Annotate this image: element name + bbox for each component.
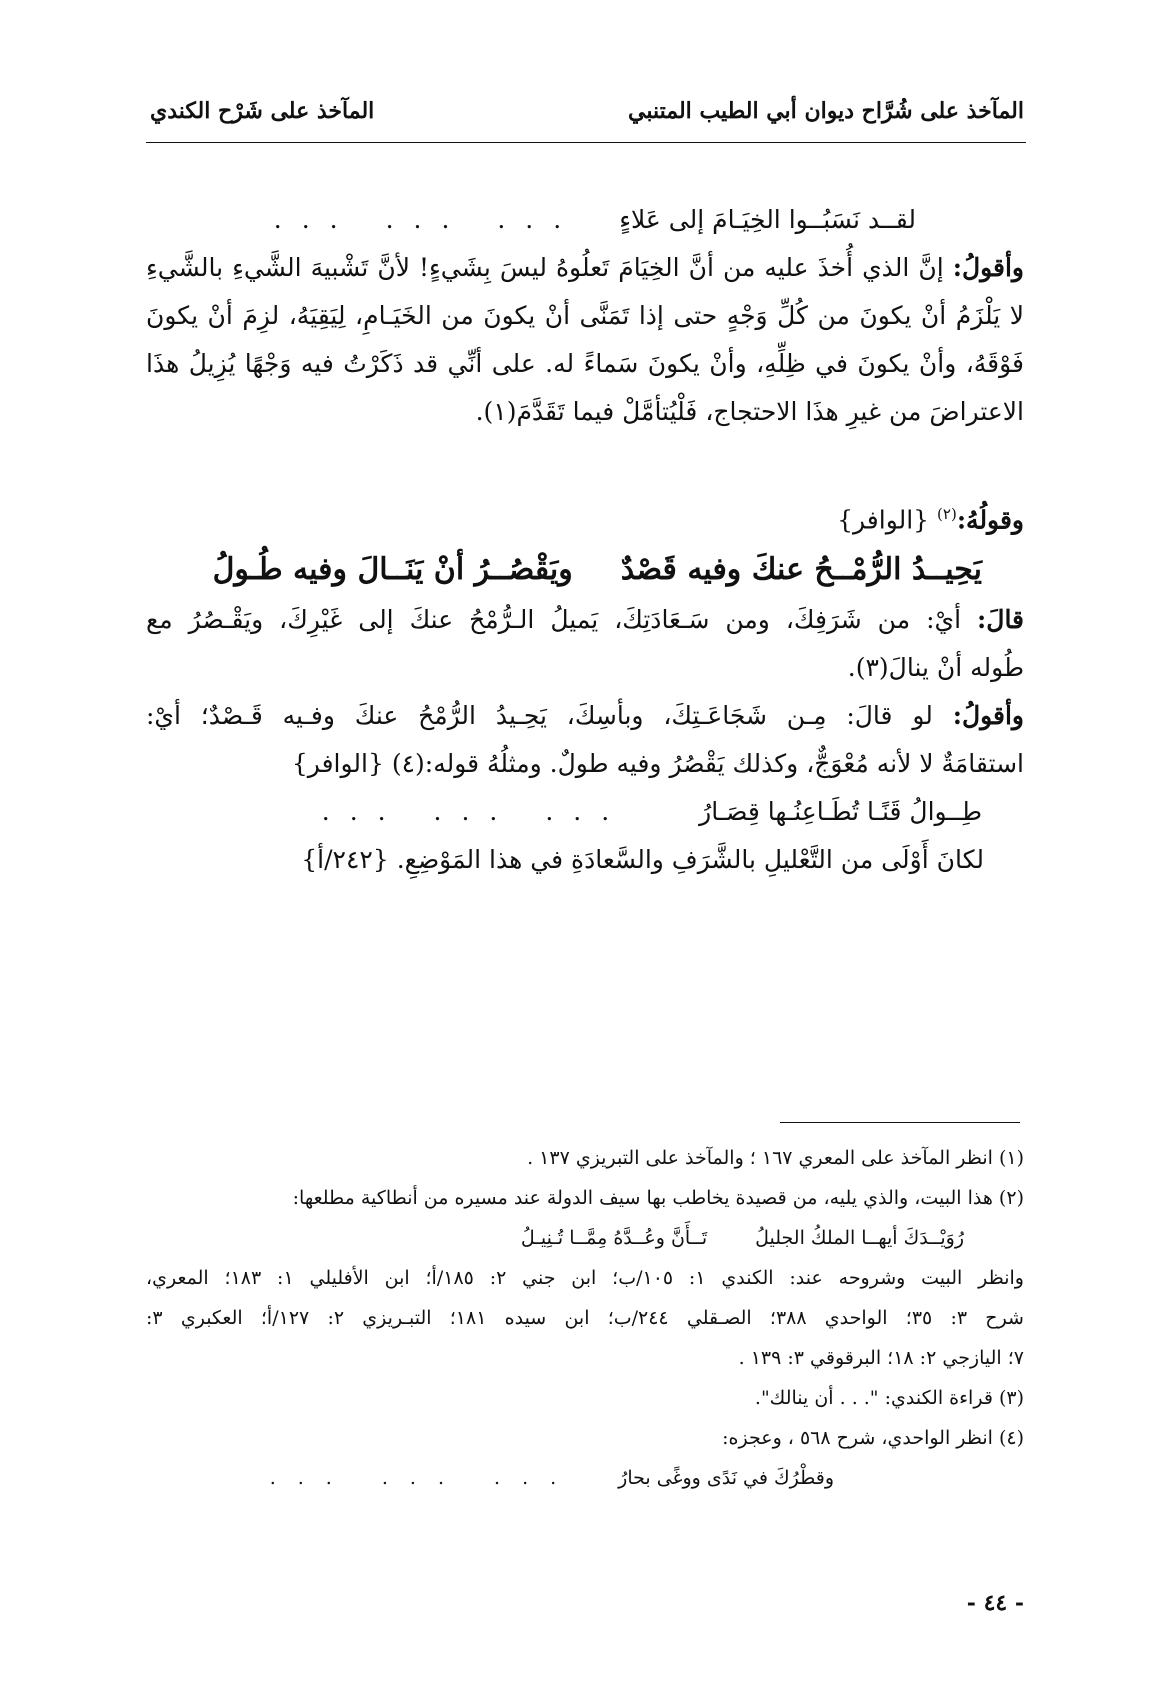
footnote-ref-2: (٢) <box>937 505 957 523</box>
footnote-2-line-1: وانظر البيت وشروحه عند: الكندي ١: ١٠٥/ب؛ ابن جني ٢: ١٨٥/أ؛ ابن الأفليلي ١: ١٨٣؛ المعري، <box>146 1267 1024 1289</box>
footnote-1: (١) انظر المآخذ على المعري ١٦٧ ؛ والمآخذ على التبريزي ١٣٧ . <box>527 1147 1024 1169</box>
footnote-4-verse-ellipsis: ... ... ... <box>269 1467 579 1489</box>
footnote-4-verse <box>146 1458 1024 1498</box>
page-number: - ٤٤ - <box>966 1590 1024 1616</box>
paragraph-3-keyword: وأقولُ: <box>952 701 1024 731</box>
verse-2 <box>146 544 1024 596</box>
paragraph-3-line-1-text: لو قالَ: مِـن شَجَاعَـتِكَ، وبأسِكَ، يَحِـيدُ الرُّمْحُ عنكَ وفـيه قَـصْدٌ؛ أيْ: <box>146 701 933 731</box>
footnote-3: (٣) قراءة الكندي: ". . . أن ينالك". <box>754 1387 1024 1409</box>
verse-3-hemistich: طِــوالُ قَنًـا تُطَـاعِنُـها قِصَـارُ <box>699 797 982 827</box>
paragraph-3 <box>146 692 1024 788</box>
verse-1-hemistich: لقــد نَسَبُــوا الخِيَـامَ إلى عَلاءٍ <box>619 205 916 234</box>
paragraph-2-line-1-text: أيْ: من شَرَفِكَ، ومن سَـعَادَتِكَ، يَميلُ الـرُّمْحُ عنكَ إلى غَيْرِكَ، ويَقْـصُرُ مع <box>146 605 962 635</box>
paragraph-1-line-4: الاعتراضَ من غيرِ هذَا الاحتجاج، فَلْيُتأمَّلْ فيما تَقَدَّمَ(١). <box>475 397 1024 426</box>
paragraph-4: لكانَ أَوْلَى من التَّعْليلِ بالشَّرَفِ والسَّعادَةِ في هذا المَوْضِعِ. {٢٤٢/أ} <box>301 845 984 875</box>
running-head-book-title: المآخذ على شُرَّاح ديوان أبي الطيب المتنبي <box>628 98 1024 124</box>
paragraph-1-keyword: وأقولُ: <box>952 253 1024 282</box>
verse-2-intro-keyword: وقولُهُ: <box>956 505 1024 535</box>
paragraph-2-line-1 <box>146 596 1024 644</box>
verse-3-ellipsis: ... ... ... <box>321 797 630 827</box>
verse-2-second-hemistich: ويَقْصُــرُ أنْ يَنَــالَ وفيه طُـولُ <box>212 552 573 588</box>
paragraph-1 <box>146 244 1024 436</box>
paragraph-3-line-1 <box>146 692 1024 740</box>
paragraph-3-line-2: استقامَةٌ لا لأنه مُعْوَجٌّ، وكذلك يَقْصُرُ وفيه طولٌ. ومثلُهُ قوله:(٤) {الوافر} <box>291 749 1024 779</box>
footnote-2-intro: (٢) هذا البيت، والذي يليه، من قصيدة يخاطب بها سيف الدولة عند مسيره من أنطاكية مطلعها: <box>292 1187 1024 1209</box>
footnote-2-line-3: ٧؛ اليازجي ٢: ١٨؛ البرقوقي ٣: ١٣٩ . <box>738 1347 1024 1369</box>
footnote-2-verse <box>146 1218 1024 1258</box>
footnote-4: (٤) انظر الواحدي، شرح ٥٦٨ ، وعجزه: <box>722 1427 1024 1449</box>
paragraph-2-keyword: قالَ: <box>977 605 1025 635</box>
running-head-chapter-title: المآخذ على شَرْح الكندي <box>150 98 375 124</box>
paragraph-1-line-3: فَوْقَهُ، وأنْ يكونَ في ظِلِّهِ، وأنْ يكونَ سَماءً له. على أنِّي قد ذَكَرْتُ فيه وَجْهًا يُزِيلُ هذَا <box>146 349 1024 378</box>
footnote-separator <box>780 1122 1020 1123</box>
paragraph-1-line-2: لا يَلْزَمُ أنْ يكونَ من كُلِّ وَجْهٍ حتى إذا تَمَنَّى أنْ يكونَ من الخَيَـامِ، لِيَقِيَهُ، لزِمَ أنْ يكونَ <box>146 301 1024 330</box>
paragraph-2-line-2: طُوله أنْ ينالَ(٣). <box>847 653 1024 683</box>
verse-1 <box>146 196 1024 244</box>
footnote-2-verse-second: تَــأَنَّ وعُــدَّهُ مِمَّــا تُـنِيـلُ <box>520 1227 708 1249</box>
verse-2-intro <box>146 490 1024 544</box>
footnotes <box>146 1138 1024 1498</box>
verse-1-ellipsis: ... ... ... <box>273 205 582 234</box>
paragraph-2 <box>146 596 1024 692</box>
verse-3 <box>146 788 1024 836</box>
main-text <box>146 196 1024 884</box>
footnote-2-verse-first: رُوَيْــدَكَ أيهــا الملكُ الجليلُ <box>755 1227 964 1249</box>
running-head <box>150 96 1024 126</box>
verse-2-first-hemistich: يَحِيــدُ الرُّمْــحُ عنكَ وفيه قَصْدٌ <box>620 552 982 588</box>
paragraph-1-line-1-text: إنَّ الذي أُخذَ عليه من أنَّ الخِيَامَ تَعلُوهُ ليسَ بِشَيءٍ! لأنَّ تَشْبيهَ الشَّيءِ بالشَّيءِ <box>146 253 944 282</box>
header-rule <box>146 142 1026 143</box>
footnote-4-verse-hemistich: وقطْرُكَ في نَدًى ووغًى بحارُ <box>618 1467 834 1489</box>
paragraph-1-line-1 <box>146 244 1024 292</box>
verse-2-meter: {الوافر} <box>837 505 930 535</box>
footnote-2-line-2: شرح ٣: ٣٥؛ الواحدي ٣٨٨؛ الصـقلي ٢٤٤/ب؛ ابن سيده ١٨١؛ التبـريزي ٢: ١٢٧/أ؛ العكبري ٣: <box>146 1307 1024 1329</box>
